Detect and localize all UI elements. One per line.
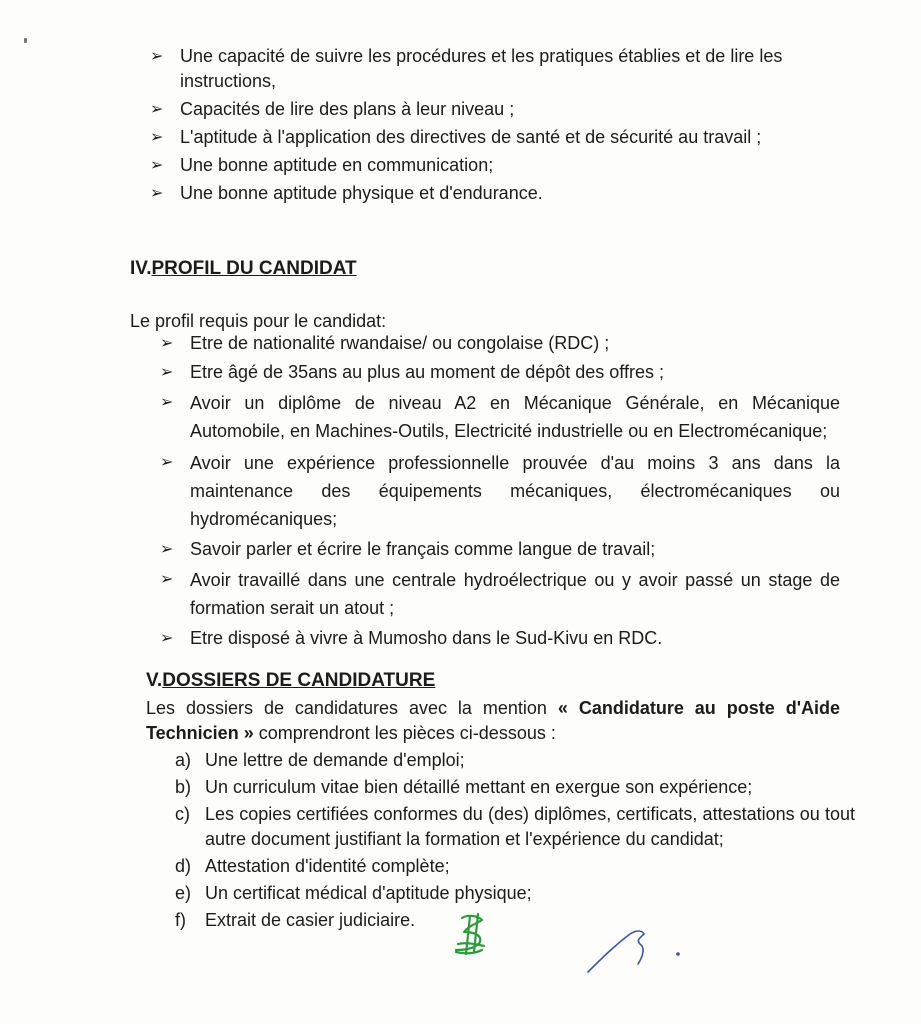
item-letter: d): [175, 856, 192, 876]
arrow-bullet-icon: ➢: [150, 129, 164, 146]
list-item: ➢ Une bonne aptitude physique et d'endurance.: [150, 181, 840, 206]
list-item: ➢ Avoir travaillé dans une centrale hydroélectrique ou y avoir passé un stage de formation serait un atout ;: [160, 566, 840, 622]
profil-intro: Le profil requis pour le candidat:: [130, 311, 387, 331]
list-item: e) Un certificat médical d'aptitude physique;: [175, 881, 855, 906]
section-heading-profil: [130, 258, 357, 280]
item-letter: e): [175, 883, 192, 903]
list-item: a) Une lettre de demande d'emploi;: [175, 748, 855, 773]
list-item: ➢ Capacités de lire des plans à leur niveau ;: [150, 97, 840, 122]
section-title: DOSSIERS DE CANDIDATURE: [162, 670, 436, 691]
section-number: IV.: [130, 258, 152, 279]
scan-speck: [24, 38, 27, 43]
arrow-bullet-icon: ➢: [150, 48, 164, 65]
profil-list: [160, 331, 840, 655]
green-initials-signature: [448, 910, 498, 958]
arrow-bullet-icon: ➢: [160, 394, 174, 411]
list-item: f) Extrait de casier judiciaire.: [175, 908, 855, 933]
list-item: ➢ Avoir une expérience professionnelle prouvée d'au moins 3 ans dans la maintenance des équipements mécaniques, électromécaniques ou hydromécaniques;: [160, 449, 840, 533]
arrow-bullet-icon: ➢: [160, 335, 174, 352]
arrow-bullet-icon: ➢: [160, 541, 174, 558]
item-letter: a): [175, 750, 192, 770]
mention-bold: « Candidature au poste d'Aide Technicien »: [146, 698, 840, 743]
list-item: ➢ Savoir parler et écrire le français comme langue de travail;: [160, 537, 840, 562]
list-item: ➢ Etre âgé de 35ans au plus au moment de dépôt des offres ;: [160, 360, 840, 385]
section-number: V.: [146, 670, 163, 691]
section-title: PROFIL DU CANDIDAT: [151, 258, 357, 279]
dossiers-intro: Les dossiers de candidatures avec la mention « Candidature au poste d'Aide Technicien » comprendront les pièces ci-dessous :: [146, 698, 840, 743]
arrow-bullet-icon: ➢: [160, 364, 174, 381]
arrow-bullet-icon: ➢: [160, 630, 174, 647]
item-letter: c): [175, 804, 190, 824]
list-item: ➢ Etre disposé à vivre à Mumosho dans le Sud-Kivu en RDC.: [160, 626, 840, 651]
list-item: c) Les copies certifiées conformes du (des) diplômes, certificats, attestations ou tout autre document justifiant la formation et l'expérience du candidat;: [175, 804, 855, 849]
item-letter: b): [175, 777, 192, 797]
documents-list: [175, 748, 855, 935]
list-item: ➢ Etre de nationalité rwandaise/ ou congolaise (RDC) ;: [160, 331, 840, 356]
qualities-list: [150, 44, 840, 209]
section-heading-dossiers: [146, 670, 435, 692]
arrow-bullet-icon: ➢: [150, 101, 164, 118]
arrow-bullet-icon: ➢: [160, 454, 174, 471]
arrow-bullet-icon: ➢: [150, 157, 164, 174]
list-item: ➢ Une bonne aptitude en communication;: [150, 153, 840, 178]
list-item: d) Attestation d'identité complète;: [175, 854, 855, 879]
item-letter: f): [175, 910, 186, 930]
list-item: ➢ Une capacité de suivre les procédures et les pratiques établies et de lire les instructions,: [150, 46, 783, 91]
list-item: ➢ L'aptitude à l'application des directives de santé et de sécurité au travail ;: [150, 125, 840, 150]
blue-signature: [580, 920, 690, 978]
list-item: b) Un curriculum vitae bien détaillé mettant en exergue son expérience;: [175, 775, 855, 800]
arrow-bullet-icon: ➢: [160, 571, 174, 588]
list-item: ➢ Avoir un diplôme de niveau A2 en Mécanique Générale, en Mécanique Automobile, en Machines-Outils, Electricité industrielle ou en Electromécanique;: [160, 389, 840, 445]
arrow-bullet-icon: ➢: [150, 185, 164, 202]
